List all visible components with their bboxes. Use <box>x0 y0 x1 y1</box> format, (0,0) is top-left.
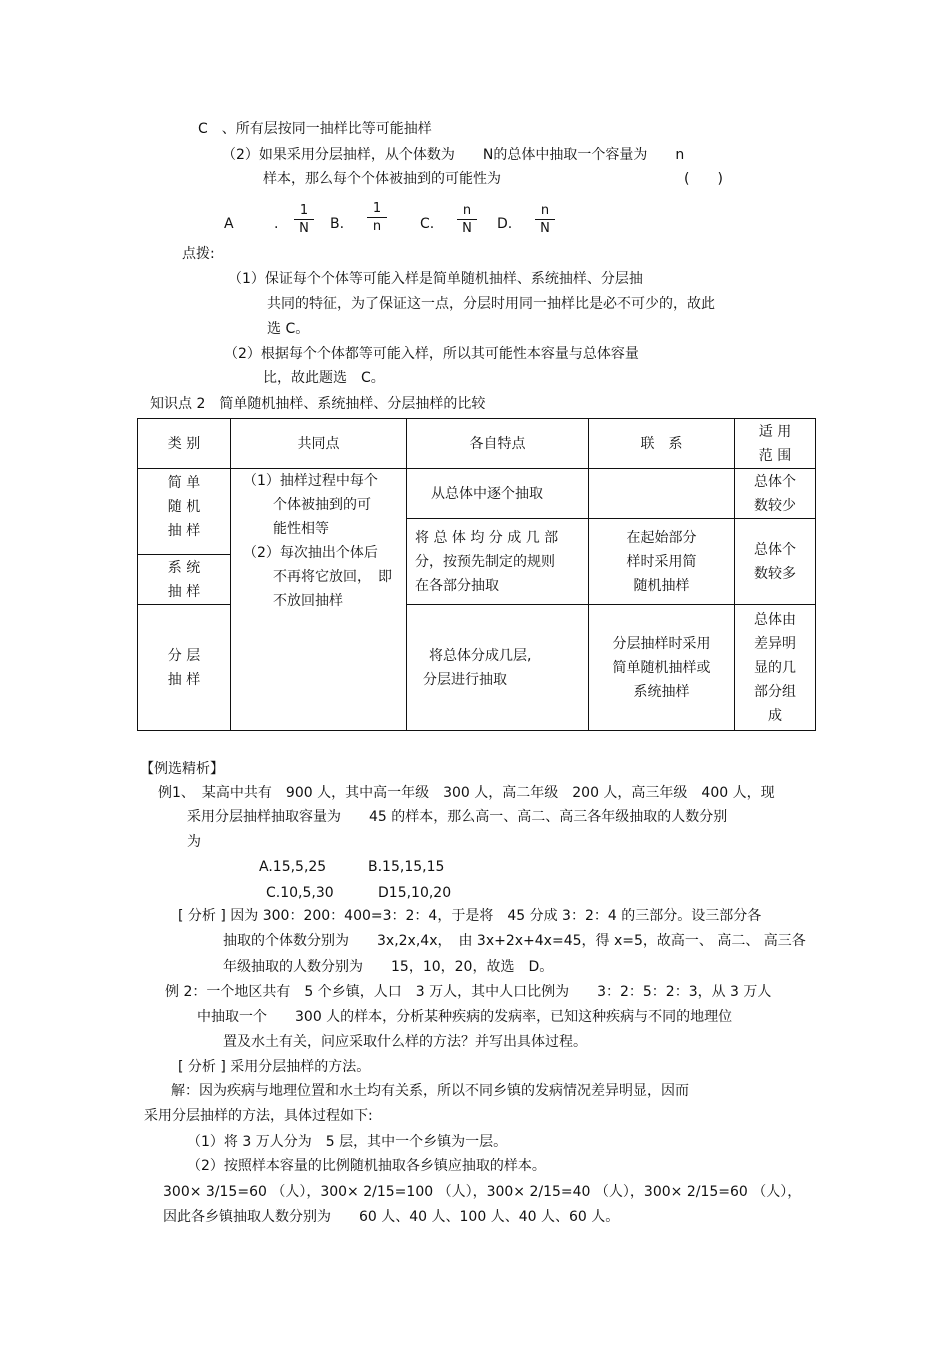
question-2-line2: 样本，那么每个个体被抽到的可能性为 <box>263 171 501 187</box>
hint-title: 点拨: <box>182 246 215 262</box>
solution-calculation: 300× 3/15=60 （人），300× 2/15=100 （人），300× 2/15=40 （人），300× 2/15=60 （人）， <box>163 1184 802 1200</box>
examples-heading: 【例选精析】 <box>140 761 224 777</box>
example-1-option-b: B.15,15,15 <box>368 859 445 875</box>
choice-c-fraction <box>457 203 477 236</box>
scope-systematic: 总体个 数较多 <box>735 519 816 605</box>
solution-step-2: （2）按照样本容量的比例随机抽取各乡镇应抽取的样本。 <box>187 1158 546 1174</box>
solution-step-1: （1）将 3 万人分为 5 层，其中一个乡镇为一层。 <box>187 1134 508 1150</box>
header-features: 各自特点 <box>407 419 589 469</box>
example-2-line1: 例 2：一个地区共有 5 个乡镇，人口 3 万人，其中人口比例为 3：2：5：2：3，从 3 万人 <box>165 984 772 1000</box>
relation-stratified: 分层抽样时采用 简单随机抽样或 系统抽样 <box>589 605 735 731</box>
choice-d-fraction <box>535 203 555 236</box>
header-category: 类 别 <box>138 419 231 469</box>
choice-b-fraction <box>367 201 387 234</box>
choice-a-dot: . <box>274 216 279 232</box>
analysis-1-line2: 抽取的个体数分别为 3x,2x,4x， 由 3x+2x+4x=45，得 x=5，故高一、 高二、 高三各 <box>223 933 806 949</box>
choice-d-numerator: n <box>535 203 555 220</box>
scope-simple-random: 总体个 数较少 <box>735 469 816 519</box>
example-1-line1: 例1、 某高中共有 900 人，其中高一年级 300 人，高二年级 200 人，高三年级 400 人，现 <box>158 785 775 801</box>
choice-a-numerator: 1 <box>294 203 314 220</box>
header-scope: 适 用 范 围 <box>735 419 816 469</box>
feature-systematic: 将 总 体 均 分 成 几 部 分，按预先制定的规则 在各部分抽取 <box>407 519 589 605</box>
answer-paren: ( ) <box>684 171 723 187</box>
table-row-simple-random <box>138 469 816 519</box>
category-systematic: 系 统 抽 样 <box>138 555 231 605</box>
analysis-1-line3: 年级抽取的人数分别为 15，10，20，故选 D。 <box>223 959 554 975</box>
relation-systematic: 在起始部分 样时采用简 随机抽样 <box>589 519 735 605</box>
analysis-2: [ 分析 ] 采用分层抽样的方法。 <box>178 1059 371 1075</box>
solution-result: 因此各乡镇抽取人数分别为 60 人、40 人、100 人、40 人、60 人。 <box>163 1209 620 1225</box>
analysis-1-line1: [ 分析 ] 因为 300：200：400=3：2：4，于是将 45 分成 3：2：4 的三部分。设三部分各 <box>178 908 762 924</box>
hint-1-line3: 选 C。 <box>267 321 310 337</box>
choice-d-label: D. <box>497 216 513 232</box>
choice-c-label: C. <box>420 216 435 232</box>
example-1-option-a: A.15,5,25 <box>259 859 327 875</box>
choice-d-denominator: N <box>540 221 550 236</box>
solution-line2: 采用分层抽样的方法，具体过程如下: <box>144 1108 373 1124</box>
header-relation: 联 系 <box>589 419 735 469</box>
choice-b-denominator: n <box>372 219 382 234</box>
example-1-line3: 为 <box>187 834 201 850</box>
feature-stratified: 将总体分成几层, 分层进行抽取 <box>407 605 589 731</box>
example-2-line2: 中抽取一个 300 人的样本，分析某种疾病的发病率，已知这种疾病与不同的地理位 <box>197 1009 733 1025</box>
table-header-row <box>138 419 816 469</box>
choice-c-denominator: N <box>462 221 472 236</box>
hint-2-line2: 比，故此题选 C。 <box>263 370 385 386</box>
hint-1-line2: 共同的特征，为了保证这一点，分层时用同一抽样比是必不可少的，故此 <box>267 296 715 312</box>
example-1-line2: 采用分层抽样抽取容量为 45 的样本，那么高一、高二、高三各年级抽取的人数分别 <box>187 809 728 825</box>
choice-c-numerator: n <box>457 203 477 220</box>
scope-stratified: 总体由 差异明 显的几 部分组 成 <box>735 605 816 731</box>
hint-2-line1: （2）根据每个个体都等可能入样，所以其可能性本容量与总体容量 <box>224 346 639 362</box>
choice-a-fraction <box>294 203 314 236</box>
category-simple-random: 简 单 随 机 抽 样 <box>138 469 231 555</box>
option-c-text: C 、所有层按同一抽样比等可能抽样 <box>198 121 432 137</box>
common-features-cell: （1）抽样过程中每个 个体被抽到的可 能性相等 （2）每次抽出个体后 不再将它放回， 即 不放回抽样 <box>231 469 407 731</box>
hint-1-line1: （1）保证每个个体等可能入样是简单随机抽样、系统抽样、分层抽 <box>228 271 643 287</box>
category-stratified: 分 层 抽 样 <box>138 605 231 731</box>
choice-a-denominator: N <box>299 221 309 236</box>
feature-simple-random: 从总体中逐个抽取 <box>407 469 589 519</box>
example-1-option-d: D15,10,20 <box>378 885 452 901</box>
comparison-table <box>137 418 816 731</box>
solution-line1: 解：因为疾病与地理位置和水土均有关系，所以不同乡镇的发病情况差异明显，因而 <box>171 1083 689 1099</box>
header-common: 共同点 <box>231 419 407 469</box>
choice-b-label: B. <box>330 216 345 232</box>
choice-b-numerator: 1 <box>367 201 387 218</box>
question-2-line1: （2）如果采用分层抽样，从个体数为 N的总体中抽取一个容量为 n <box>222 147 685 163</box>
relation-simple-random <box>589 469 735 519</box>
choice-a-label: A <box>224 216 234 232</box>
knowledge-point-title: 知识点 2 简单随机抽样、系统抽样、分层抽样的比较 <box>150 396 486 412</box>
example-1-option-c: C.10,5,30 <box>266 885 334 901</box>
example-2-line3: 置及水土有关，问应采取什么样的方法？并写出具体过程。 <box>223 1034 587 1050</box>
